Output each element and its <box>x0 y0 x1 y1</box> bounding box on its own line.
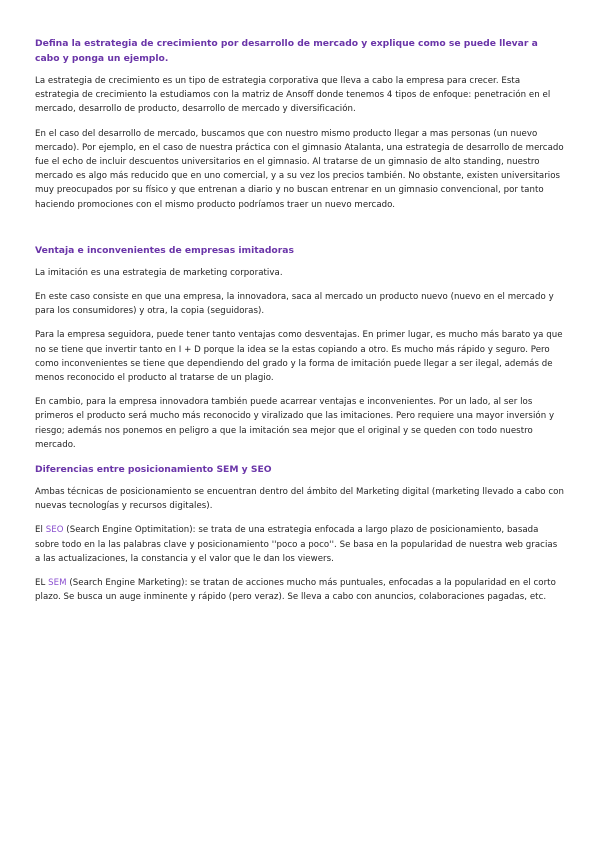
paragraph-sem <box>35 576 565 604</box>
paragraph-imitation-case: En este caso consiste en que una empresa, la innovadora, saca al mercado un producto nuevo (nuevo en el mercado y para los consumidores) y otra, la copia (seguidoras). <box>35 292 554 317</box>
seo-prefix: El <box>35 525 46 536</box>
section-spacer <box>35 222 565 243</box>
section-heading-market-development: Defina la estrategia de crecimiento por desarrollo de mercado y explique como se puede llevar a cabo y ponga un ejemplo. <box>35 38 538 64</box>
seo-description: (Search Engine Optimitation): se trata de una estrategia enfocada a largo plazo de posicionamiento, basada sobre todo en la las palabras clave y posicionamiento ''poco a poco''. Se basa en la popularidad de nuestra web gracias a las actualizaciones, la constancia y el valor que le dan los viewers. <box>35 525 558 564</box>
paragraph-digital-marketing: Ambas técnicas de posicionamiento se encuentran dentro del ámbito del Marketing digital (marketing llevado a cabo con nuevas tecnologías y recursos digitales). <box>35 487 564 512</box>
sem-prefix: EL <box>35 578 49 589</box>
paragraph-market-development-example: En el caso del desarrollo de mercado, buscamos que con nuestro mismo producto llegar a mas personas (un nuevo mercado). Por ejemplo, en el caso de nuestra práctica con el gimnasio Atalanta, una estrategia de desarrollo de mercado fue el echo de incluir descuentos universitarios en el gimnasio. Al tratarse de un gimnasio de alto standing, nuestro mercado es algo más reducido que en uno comercial, y a su vez los precios también. No obstante, existen universitarios muy preocupados por su físico y que entrenan a diario y no buscan entrenar en un gimnasio convencional, por tanto haciendo promociones con el mismo producto podríamos traer un nuevo mercado. <box>35 128 564 210</box>
section-heading-sem-seo: Diferencias entre posicionamiento SEM y SEO <box>35 464 272 476</box>
section-heading-imitators: Ventaja e inconvenientes de empresas imitadoras <box>35 244 294 256</box>
sem-term: SEM <box>48 578 67 589</box>
paragraph-imitation-definition: La imitación es una estrategia de marketing corporativa. <box>35 267 283 278</box>
paragraph-innovator-pros-cons: En cambio, para la empresa innovadora también puede acarrear ventajas e inconvenientes. Por un lado, al ser los primeros el producto será mucho más reconocido y viralizado que las imitaciones. Pero requiere una mayor inversión y riesgo; además nos ponemos en peligro a que la imitación sea mejor que el original y se queden con todo nuestro mercado. <box>35 397 555 450</box>
paragraph-follower-pros-cons: Para la empresa seguidora, puede tener tanto ventajas como desventajas. En primer lugar, es mucho más barato ya que no se tiene que invertir tanto en I + D porque la idea se la estas copiando a otro. Es mucho más rápido y seguro. Pero como inconvenientes se tiene que dependiendo del grado y la forma de imitación puede llegar a ser ilegal, además de menos reconocido el producto al tratarse de un plagio. <box>35 330 563 384</box>
seo-term: SEO <box>45 525 64 536</box>
paragraph-seo <box>35 523 565 566</box>
paragraph-growth-strategy: La estrategia de crecimiento es un tipo de estrategia corporativa que lleva a cabo la empresa para crecer. Esta estrategia de crecimiento la estudiamos con la matriz de Ansoff donde tenemos 4 tipos de enfoque: penetración en el mercado, desarrollo de producto, desarrollo de mercado y diversificación. <box>35 76 551 115</box>
sem-description: (Search Engine Marketing): se tratan de acciones mucho más puntuales, enfocadas a la popularidad en el corto plazo. Se busca un auge inminente y rápido (pero veraz). Se lleva a cabo con anuncios, colaboraciones pagadas, etc. <box>35 578 556 603</box>
